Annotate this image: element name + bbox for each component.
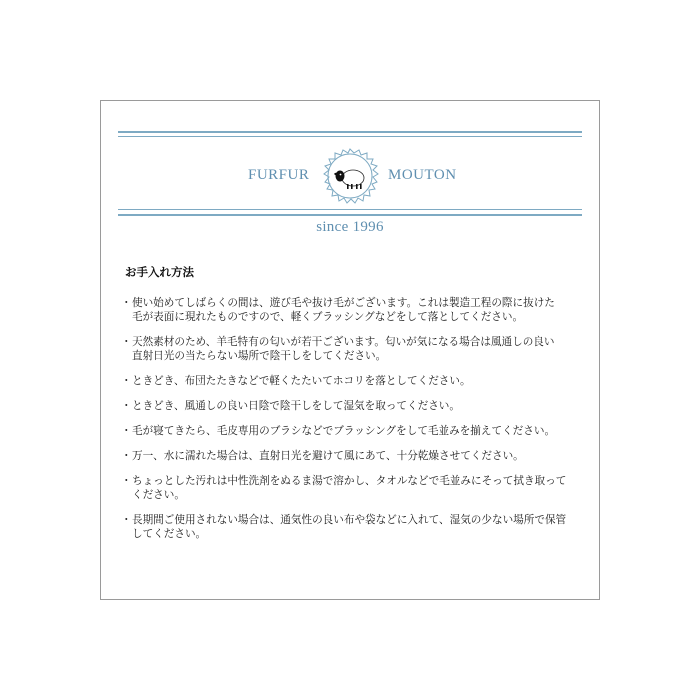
care-item-line: 直射日光の当たらない場所で陰干しをしてください。 — [132, 350, 387, 362]
care-item-line: ちょっとした汚れは中性洗剤をぬるま湯で溶かし、タオルなどで毛並みにそって拭き取って — [132, 475, 567, 487]
care-item-line: ください。 — [132, 489, 185, 501]
care-item-text — [132, 474, 591, 502]
care-item-line: してください。 — [132, 528, 207, 540]
care-item-text — [132, 449, 591, 463]
list-item — [121, 474, 591, 502]
list-item — [121, 296, 591, 324]
care-item-line: 使い始めてしばらくの間は、遊び毛や抜け毛がございます。これは製造工程の際に抜けた — [132, 297, 555, 309]
bottom-rule-thin — [118, 209, 582, 210]
bullet-marker: ・ — [121, 514, 132, 526]
care-item-line: 天然素材のため、羊毛特有の匂いが若干ございます。匂いが気になる場合は風通しの良い — [132, 336, 555, 348]
care-item-text — [132, 399, 591, 413]
care-item-text — [132, 335, 591, 363]
care-card — [100, 100, 600, 600]
list-item — [121, 424, 591, 438]
care-item-text — [132, 296, 591, 324]
bullet-marker: ・ — [121, 475, 132, 487]
list-item — [121, 449, 591, 463]
top-rule-thick — [118, 131, 582, 133]
bullet-marker: ・ — [121, 450, 132, 462]
care-instructions-list — [121, 296, 591, 552]
brand-name-right: MOUTON — [388, 167, 457, 183]
care-item-line: 万一、水に濡れた場合は、直射日光を避けて風にあて、十分乾燥させてください。 — [132, 450, 524, 462]
care-item-line: 長期間ご使用されない場合は、通気性の良い布や袋などに入れて、湿気の少ない場所で保管 — [132, 514, 567, 526]
care-item-line: 毛が寝てきたら、毛皮専用のブラシなどでブラッシングをして毛並みを揃えてください。 — [132, 425, 556, 437]
care-item-line: ときどき、布団たたきなどで軽くたたいてホコリを落としてください。 — [132, 375, 471, 387]
care-item-line: 毛が表面に現れたものですので、軽くブラッシングなどをして落としてください。 — [132, 311, 524, 323]
since-tagline: since 1996 — [316, 219, 384, 235]
top-rule-thin — [118, 136, 582, 137]
bullet-marker: ・ — [121, 336, 132, 348]
care-item-text — [132, 513, 591, 541]
list-item — [121, 374, 591, 388]
list-item — [121, 513, 591, 541]
bullet-marker: ・ — [121, 400, 132, 412]
bullet-marker: ・ — [121, 425, 132, 437]
care-item-line: ときどき、風通しの良い日陰で陰干しをして湿気を取ってください。 — [132, 400, 460, 412]
brand-name-left: FURFUR — [248, 167, 310, 183]
bottom-rule-thick — [118, 214, 582, 216]
list-item — [121, 335, 591, 363]
care-item-text — [132, 374, 591, 388]
list-item — [121, 399, 591, 413]
bullet-marker: ・ — [121, 297, 132, 309]
sheep-emblem-icon — [315, 143, 385, 209]
care-item-text — [132, 424, 591, 438]
brand-header — [118, 131, 582, 221]
bullet-marker: ・ — [121, 375, 132, 387]
care-title: お手入れ方法 — [125, 265, 194, 279]
